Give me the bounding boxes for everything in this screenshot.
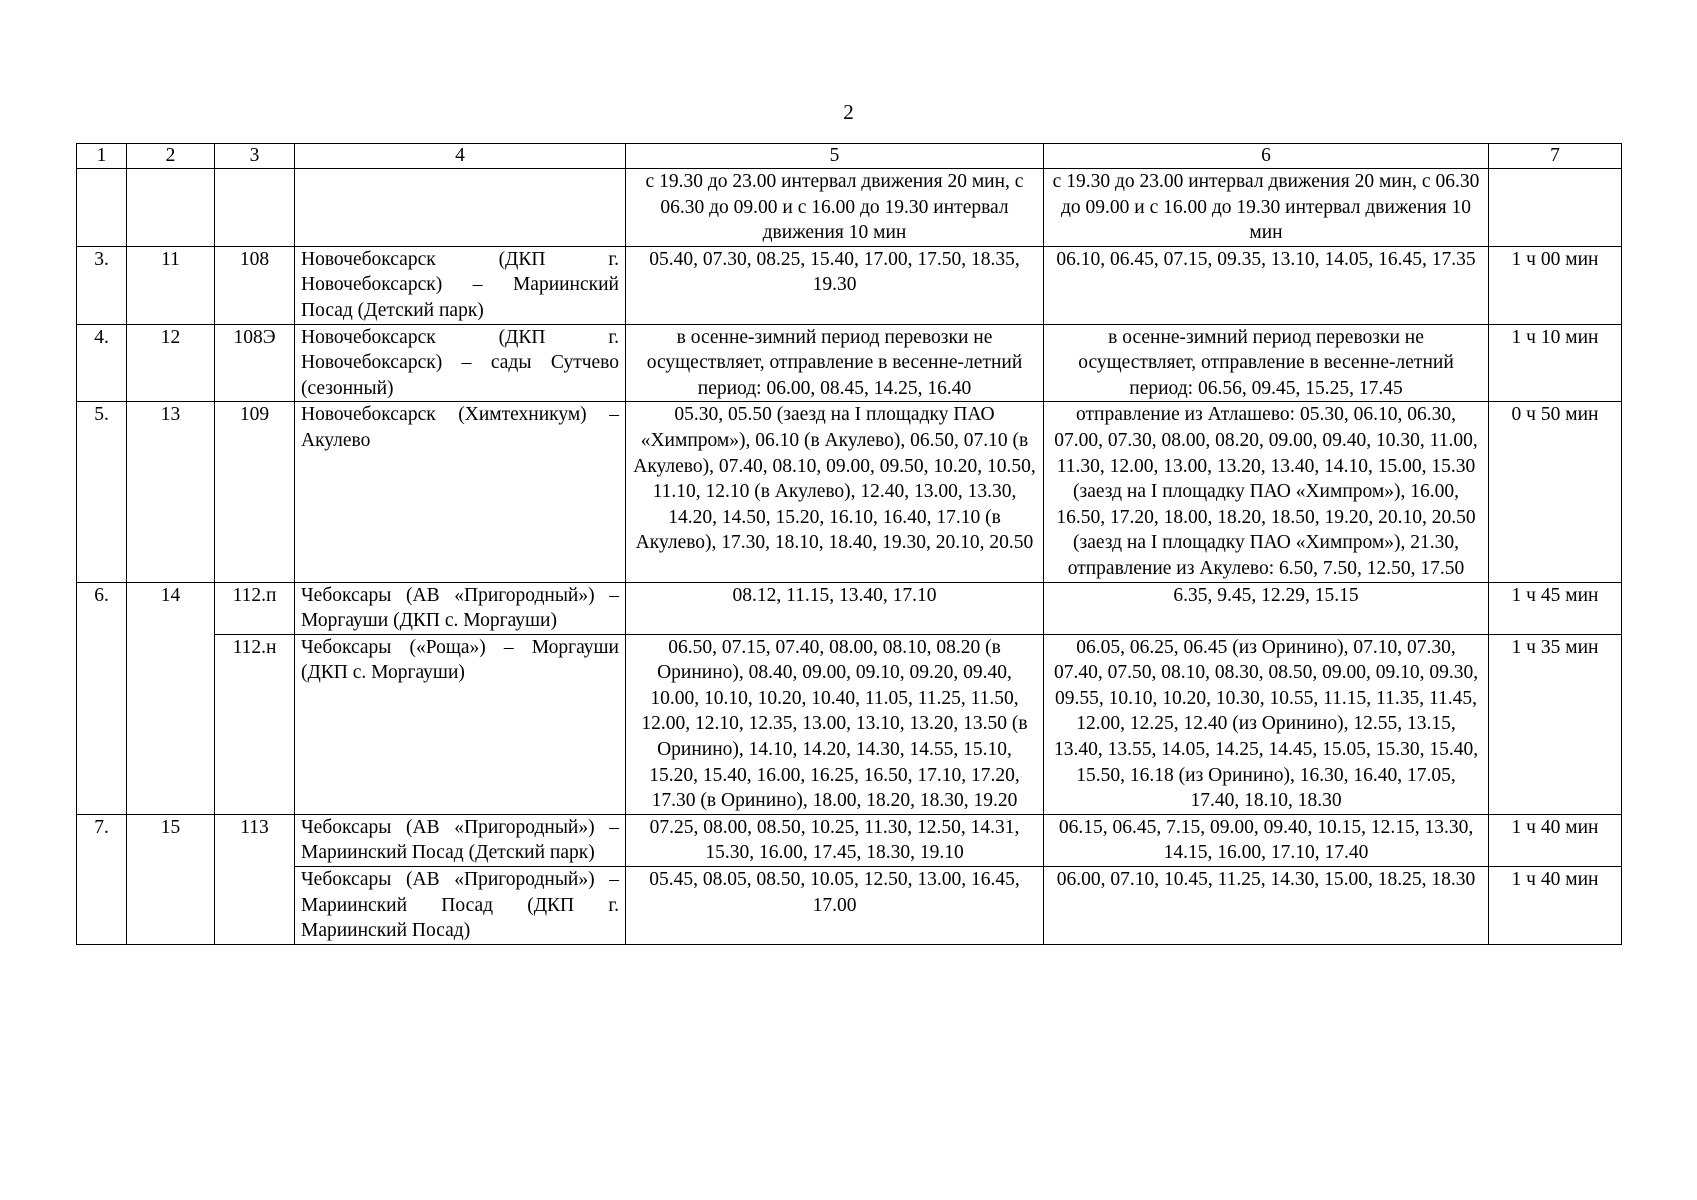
return-schedule: 06.00, 07.10, 10.45, 11.25, 14.30, 15.00, 18.25, 18.30 [1044,867,1489,945]
registry-number: 13 [127,402,215,582]
header-cell: 4 [295,144,626,169]
travel-time: 1 ч 40 мин [1489,867,1622,945]
route-name: Новочебоксарск (ДКП г. Новочебоксарск) – сады Сутчево (сезонный) [295,324,626,402]
route-number: 108Э [215,324,295,402]
forward-schedule: с 19.30 до 23.00 интервал движения 20 мин, с 06.30 до 09.00 и с 16.00 до 19.30 интервал движения 10 мин [626,169,1044,247]
cell-empty [295,169,626,247]
forward-schedule: 05.30, 05.50 (заезд на I площадку ПАО «Химпром»), 06.10 (в Акулево), 06.50, 07.10 (в Акулево), 07.40, 08.10, 09.00, 09.50, 10.20, 10.50, 11.10, 12.10 (в Акулево), 12.40, 13.00, 13.30, 14.20, 14.50, 15.20, 16.10, 16.40, 17.10 (в Акулево), 17.30, 18.10, 18.40, 19.30, 20.10, 20.50 [626,402,1044,582]
route-number: 109 [215,402,295,582]
table-row [77,814,1622,866]
header-row [77,144,1622,169]
registry-number: 12 [127,324,215,402]
travel-time: 1 ч 10 мин [1489,324,1622,402]
travel-time: 1 ч 40 мин [1489,814,1622,866]
travel-time: 0 ч 50 мин [1489,402,1622,582]
route-name: Новочебоксарск (ДКП г. Новочебоксарск) – Мариинский Посад (Детский парк) [295,246,626,324]
forward-schedule: 07.25, 08.00, 08.50, 10.25, 11.30, 12.50, 14.31, 15.30, 16.00, 17.45, 18.30, 19.10 [626,814,1044,866]
travel-time: 1 ч 00 мин [1489,246,1622,324]
header-cell: 6 [1044,144,1489,169]
table-row [77,867,1622,945]
cell-empty [1489,169,1622,247]
return-schedule: 06.10, 06.45, 07.15, 09.35, 13.10, 14.05, 16.45, 17.35 [1044,246,1489,324]
travel-time: 1 ч 35 мин [1489,634,1622,814]
row-number: 7. [77,814,127,944]
return-schedule: отправление из Атлашево: 05.30, 06.10, 06.30, 07.00, 07.30, 08.00, 08.20, 09.00, 09.40, 10.30, 11.00, 11.30, 12.00, 13.00, 13.20, 13.40, 14.10, 15.00, 15.30 (заезд на I площадку ПАО «Химпром»), 16.00, 16.50, 17.20, 18.00, 18.20, 18.50, 19.20, 20.10, 20.50 (заезд на I площадку ПАО «Химпром»), 21.30, отправление из Акулево: 6.50, 7.50, 12.50, 17.50 [1044,402,1489,582]
row-number: 6. [77,582,127,814]
row-number: 3. [77,246,127,324]
route-name: Чебоксары (АВ «Пригородный») – Моргауши (ДКП с. Моргауши) [295,582,626,634]
registry-number: 11 [127,246,215,324]
route-number: 113 [215,814,295,944]
table-row [77,402,1622,582]
forward-schedule: в осенне-зимний период перевозки не осуществляет, отправление в весенне-летний период: 06.00, 08.45, 14.25, 16.40 [626,324,1044,402]
route-name: Чебоксары (АВ «Пригородный») – Мариинский Посад (Детский парк) [295,814,626,866]
header-cell: 1 [77,144,127,169]
header-cell: 7 [1489,144,1622,169]
travel-time: 1 ч 45 мин [1489,582,1622,634]
route-number: 112.н [215,634,295,814]
route-name: Чебоксары («Роща») – Моргауши (ДКП с. Моргауши) [295,634,626,814]
page-number: 2 [843,100,854,124]
return-schedule: 06.05, 06.25, 06.45 (из Оринино), 07.10, 07.30, 07.40, 07.50, 08.10, 08.30, 08.50, 09.00, 09.10, 09.30, 09.55, 10.10, 10.20, 10.30, 10.55, 11.15, 11.35, 11.45, 12.00, 12.25, 12.40 (из Оринино), 12.55, 13.15, 13.40, 13.55, 14.05, 14.25, 14.45, 15.05, 15.30, 15.40, 15.50, 16.18 (из Оринино), 16.30, 16.40, 17.05, 17.40, 18.10, 18.30 [1044,634,1489,814]
cell-empty [215,169,295,247]
row-number: 5. [77,402,127,582]
forward-schedule: 06.50, 07.15, 07.40, 08.00, 08.10, 08.20 (в Оринино), 08.40, 09.00, 09.10, 09.20, 09.40, 10.00, 10.10, 10.20, 10.40, 11.05, 11.25, 11.50, 12.00, 12.10, 12.35, 13.00, 13.10, 13.20, 13.50 (в Оринино), 14.10, 14.20, 14.30, 14.55, 15.10, 15.20, 15.40, 16.00, 16.25, 16.50, 17.10, 17.20, 17.30 (в Оринино), 18.00, 18.20, 18.30, 19.20 [626,634,1044,814]
header-cell: 5 [626,144,1044,169]
registry-number: 15 [127,814,215,944]
forward-schedule: 05.45, 08.05, 08.50, 10.05, 12.50, 13.00, 16.45, 17.00 [626,867,1044,945]
return-schedule: 06.15, 06.45, 7.15, 09.00, 09.40, 10.15, 12.15, 13.30, 14.15, 16.00, 17.10, 17.40 [1044,814,1489,866]
table-row [77,246,1622,324]
table-row [77,169,1622,247]
row-number: 4. [77,324,127,402]
header-cell: 3 [215,144,295,169]
forward-schedule: 08.12, 11.15, 13.40, 17.10 [626,582,1044,634]
route-name: Новочебоксарск (Химтехникум) – Акулево [295,402,626,582]
table-row [77,324,1622,402]
table-row [77,634,1622,814]
forward-schedule: 05.40, 07.30, 08.25, 15.40, 17.00, 17.50, 18.35, 19.30 [626,246,1044,324]
header-cell: 2 [127,144,215,169]
schedule-table [76,143,1622,945]
return-schedule: с 19.30 до 23.00 интервал движения 20 мин, с 06.30 до 09.00 и с 16.00 до 19.30 интервал движения 10 мин [1044,169,1489,247]
cell-empty [77,169,127,247]
table-row [77,582,1622,634]
route-number: 112.п [215,582,295,634]
route-number: 108 [215,246,295,324]
route-name: Чебоксары (АВ «Пригородный») – Мариинский Посад (ДКП г. Мариинский Посад) [295,867,626,945]
return-schedule: в осенне-зимний период перевозки не осуществляет, отправление в весенне-летний период: 06.56, 09.45, 15.25, 17.45 [1044,324,1489,402]
cell-empty [127,169,215,247]
return-schedule: 6.35, 9.45, 12.29, 15.15 [1044,582,1489,634]
registry-number: 14 [127,582,215,814]
